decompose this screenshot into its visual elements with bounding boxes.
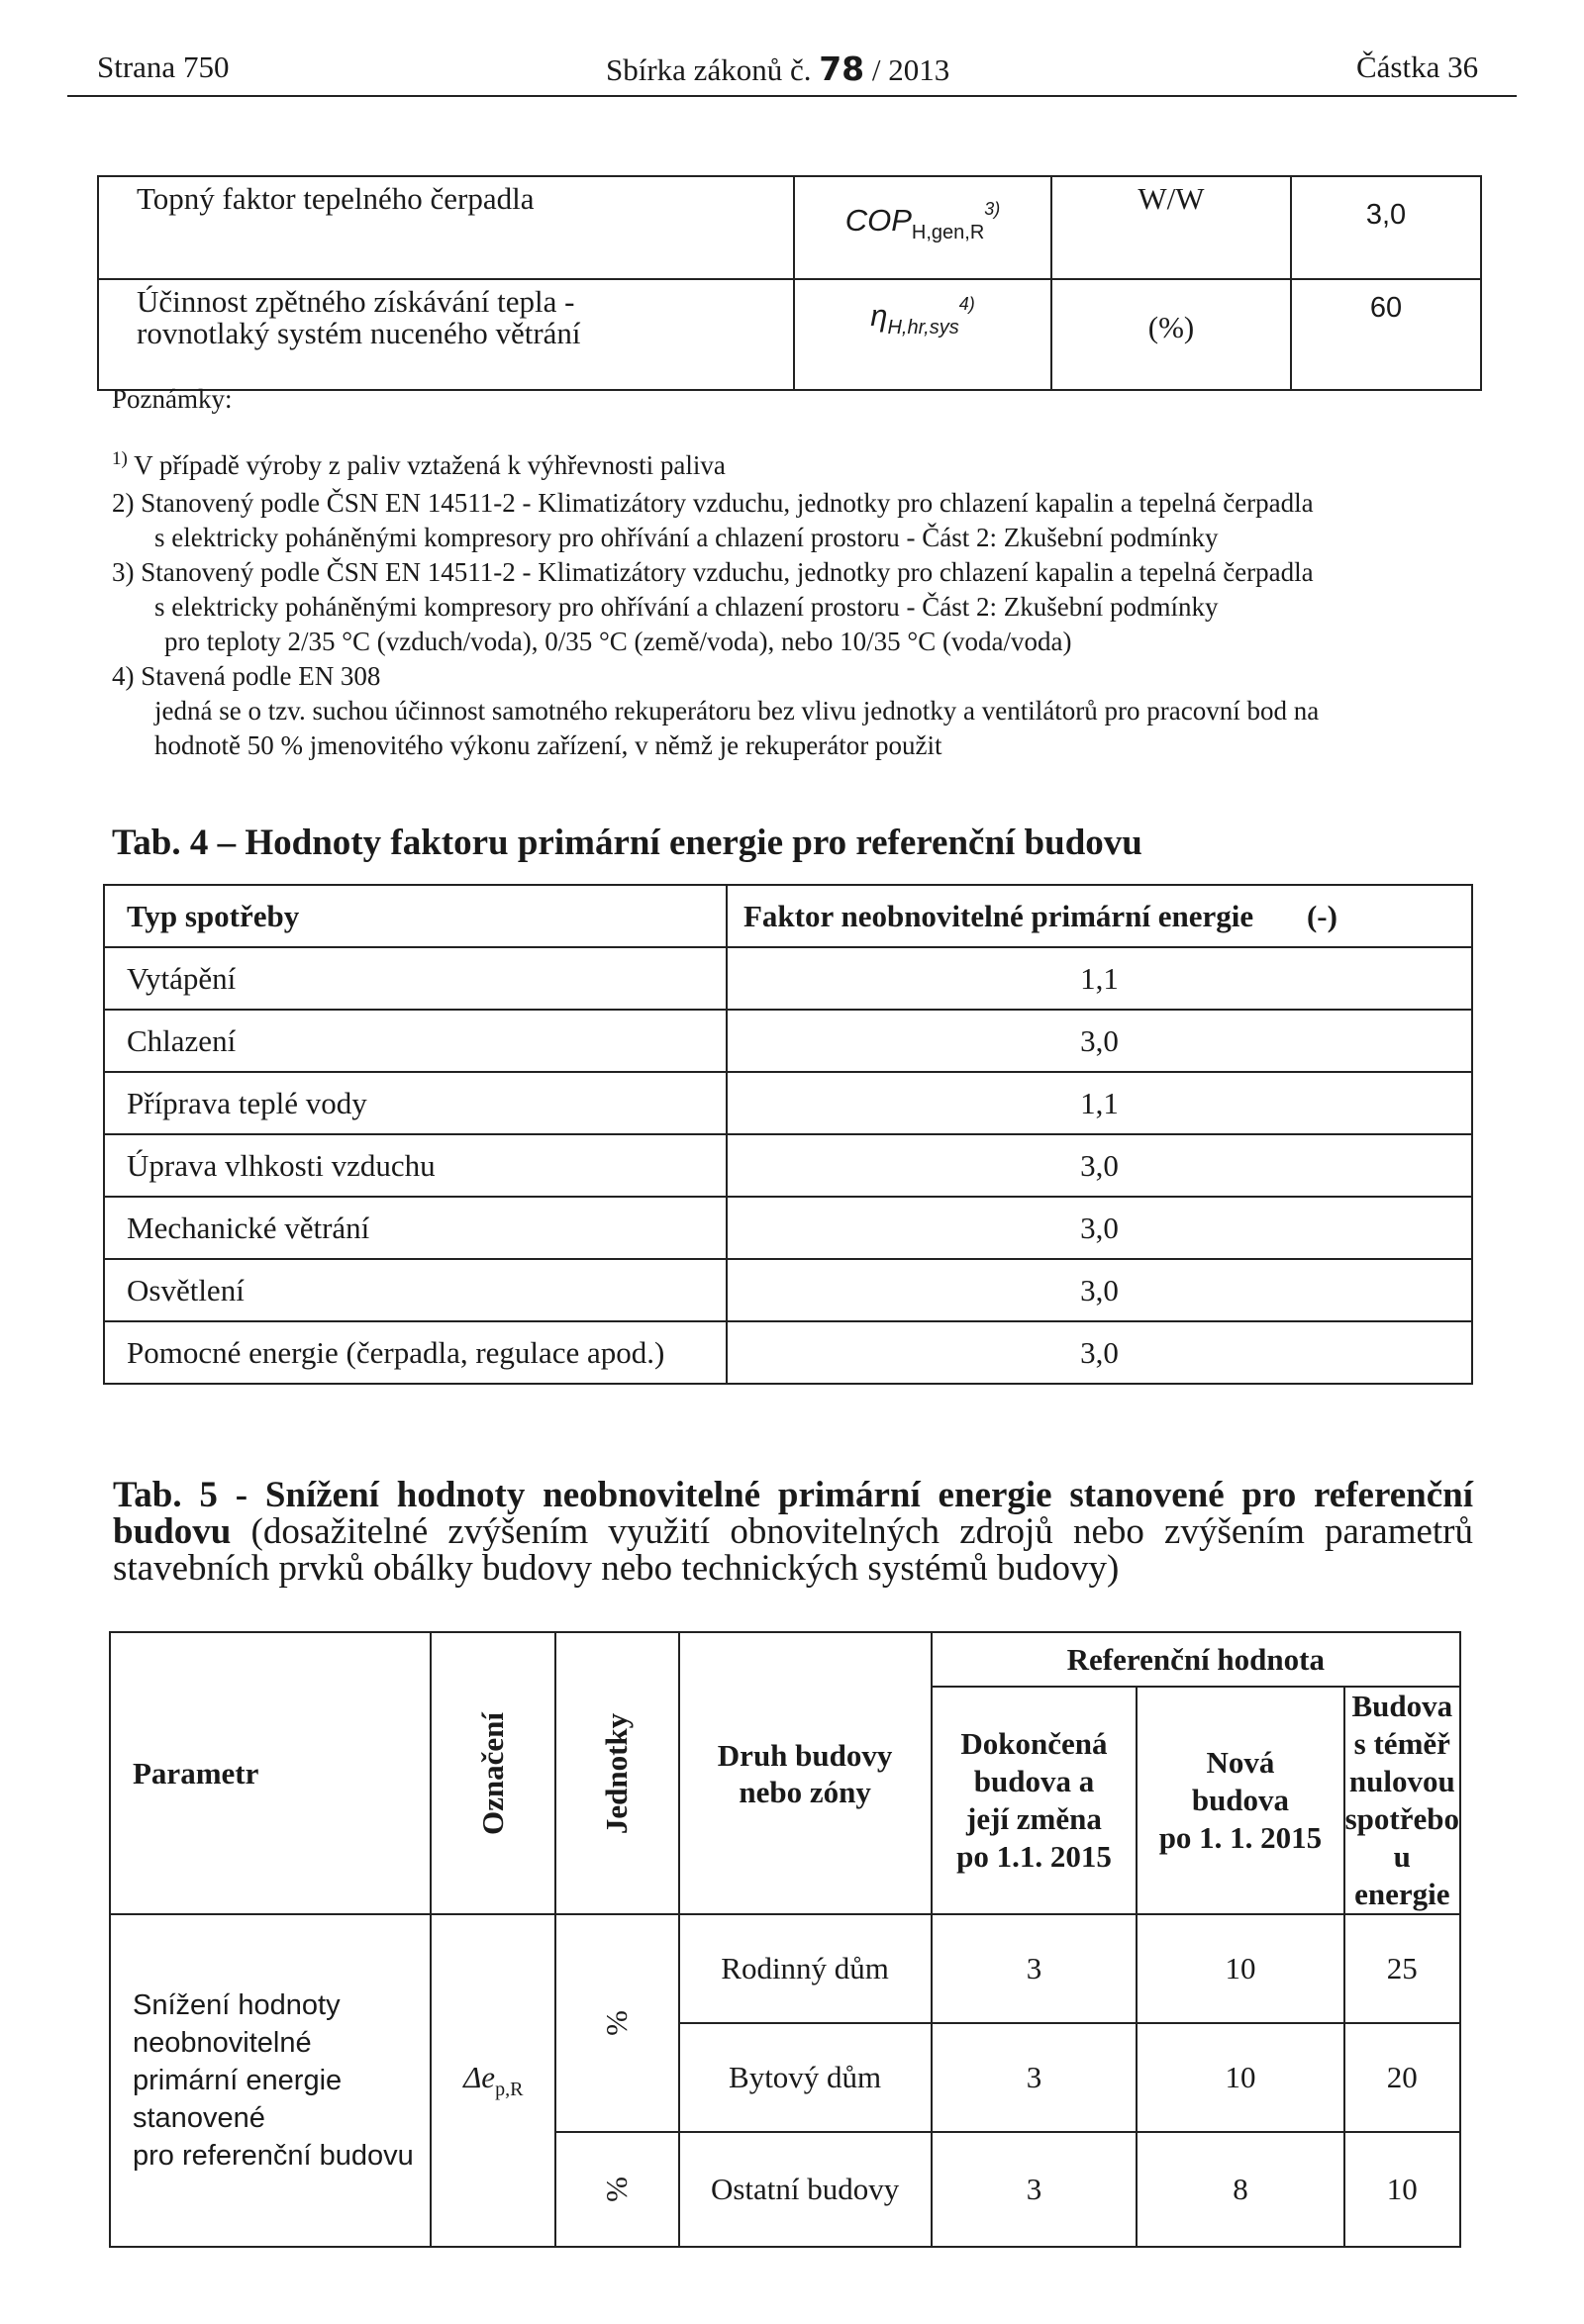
cell-type: Chlazení <box>104 1010 727 1072</box>
header-line: budova a <box>973 1764 1095 1798</box>
col-header-factor-unit: (-) <box>1306 898 1337 933</box>
cell-type: Osvětlení <box>104 1259 727 1321</box>
tab5-title-rest: (dosažitelné zvýšením využití obnovitelných zdrojů nebo zvýšením parametrů stavebních prvků obálky budovy nebo technických systémů budovy) <box>113 1511 1474 1589</box>
header-line: u energie <box>1354 1839 1450 1911</box>
cell-building-type: Rodinný dům <box>679 1914 932 2023</box>
label-line: rovnotlaký systém nuceného větrání <box>137 316 581 350</box>
col-header-factor-text: Faktor neobnovitelné primární energie <box>743 898 1254 933</box>
note-1 <box>112 441 726 483</box>
cell-dokoncena: 3 <box>932 2132 1138 2247</box>
cell-param <box>110 1914 431 2247</box>
table-row <box>104 1134 1472 1197</box>
row-unit: W/W <box>1051 176 1291 279</box>
cell-factor: 3,0 <box>727 1259 1472 1321</box>
cell-dokoncena: 3 <box>932 1914 1138 2023</box>
cell-nova: 10 <box>1137 2023 1343 2132</box>
cell-dokoncena: 3 <box>932 2023 1138 2132</box>
cell-factor: 3,0 <box>727 1010 1472 1072</box>
note-3-line: 3) Stanovený podle ČSN EN 14511-2 - Klimatizátory vzduchu, jednotky pro chlazení kapalin a tepelná čerpadla <box>112 557 1314 587</box>
param-line: pro referenční budovu <box>133 2140 414 2172</box>
row-label <box>98 279 794 390</box>
col-header-druh <box>679 1632 932 1914</box>
header-line: budova <box>1191 1783 1290 1817</box>
cell-unit <box>555 2132 678 2247</box>
gazette-title <box>606 49 949 88</box>
cell-building-type: Bytový dům <box>679 2023 932 2132</box>
col-header-jednotky-text: Jednotky <box>599 1712 635 1834</box>
note-1-mark: 1) <box>112 448 128 469</box>
page-number: Strana 750 <box>97 49 230 84</box>
note-4-line: 4) Stavená podle EN 308 <box>112 661 381 691</box>
header-line: Budova <box>1351 1689 1453 1723</box>
symbol-note: 4) <box>958 294 975 314</box>
table-row <box>104 1259 1472 1321</box>
param-line: stanovené <box>133 2102 265 2134</box>
row-value: 3,0 <box>1291 176 1481 279</box>
tab5-title-bold: Tab. 5 - Snížení hodnoty neobnovitelné primární energie stanovené pro referenční budovu <box>113 1475 1473 1552</box>
tab5-table <box>109 1631 1461 2248</box>
cell-nzeb: 20 <box>1344 2023 1460 2132</box>
gazette-number: 78 <box>819 49 865 88</box>
header-line: Druh budovy <box>717 1737 893 1773</box>
cell-type: Příprava teplé vody <box>104 1072 727 1134</box>
symbol-sub: H,hr,sys <box>887 317 959 339</box>
col-header-nova <box>1137 1687 1343 1914</box>
note-2-line: s elektricky poháněnými kompresory pro ohřívání a chlazení prostoru - Část 2: Zkušební podmínky <box>154 523 1219 552</box>
cell-type: Úprava vlhkosti vzduchu <box>104 1134 727 1197</box>
tab4-table <box>103 884 1473 1385</box>
gazette-prefix: Sbírka zákonů č. <box>606 52 812 87</box>
table-header-row <box>110 1632 1460 1687</box>
cell-symbol <box>431 1914 555 2247</box>
cell-factor: 3,0 <box>727 1197 1472 1259</box>
table-row <box>104 1321 1472 1384</box>
part-number: Částka 36 <box>1356 49 1479 84</box>
col-header-factor <box>727 885 1472 947</box>
header-line: Nová <box>1206 1745 1275 1780</box>
symbol-sub: H,gen,R <box>911 222 985 243</box>
col-header-nzeb <box>1344 1687 1460 1914</box>
note-3-line: pro teploty 2/35 °C (vzduch/voda), 0/35 °C (země/voda), nebo 10/35 °C (voda/voda) <box>164 627 1072 656</box>
header-line: spotřebo <box>1344 1801 1459 1836</box>
row-symbol <box>794 176 1051 279</box>
col-header-jednotky <box>555 1632 678 1914</box>
cell-unit <box>555 1914 678 2132</box>
heat-pump-table <box>97 175 1482 391</box>
row-unit: (%) <box>1051 279 1291 390</box>
row-symbol <box>794 279 1051 390</box>
cell-type: Pomocné energie (čerpadla, regulace apod.) <box>104 1321 727 1384</box>
cell-type: Mechanické větrání <box>104 1197 727 1259</box>
cell-factor: 1,1 <box>727 1072 1472 1134</box>
gazette-year: / 2013 <box>871 52 950 87</box>
cell-nova: 8 <box>1137 2132 1343 2247</box>
cell-factor: 3,0 <box>727 1321 1472 1384</box>
table-row <box>98 279 1481 390</box>
header-line: Dokončená <box>960 1726 1108 1761</box>
col-header-parametr: Parametr <box>110 1632 431 1914</box>
tab5-title <box>113 1477 1473 1587</box>
tab4-title: Tab. 4 – Hodnoty faktoru primární energie pro referenční budovu <box>112 823 1142 863</box>
header-line: nulovou <box>1348 1764 1455 1798</box>
table-header-row <box>104 885 1472 947</box>
unit-text: % <box>599 2177 635 2202</box>
cell-nova: 10 <box>1137 1914 1343 2023</box>
table-row <box>104 1197 1472 1259</box>
note-4-line: jedná se o tzv. suchou účinnost samotného rekuperátoru bez vlivu jednotky a ventilátorů pro pracovní bod na <box>154 696 1320 726</box>
col-header-oznaceni <box>431 1632 555 1914</box>
header-line: po 1.1. 2015 <box>956 1839 1112 1874</box>
row-label: Topný faktor tepelného čerpadla <box>98 176 794 279</box>
unit-text: % <box>599 2010 635 2036</box>
param-line: neobnovitelné <box>133 2027 312 2059</box>
note-2-line: 2) Stanovený podle ČSN EN 14511-2 - Klimatizátory vzduchu, jednotky pro chlazení kapalin a tepelná čerpadla <box>112 488 1314 518</box>
label-line: Účinnost zpětného získávání tepla - <box>137 284 575 319</box>
col-header-oznaceni-text: Označení <box>475 1711 511 1835</box>
notes-heading: Poznámky: <box>112 384 233 414</box>
row-value: 60 <box>1291 279 1481 390</box>
note-3-line: s elektricky poháněnými kompresory pro ohřívání a chlazení prostoru - Část 2: Zkušební podmínky <box>154 592 1219 622</box>
param-line: primární energie <box>133 2065 343 2096</box>
cell-factor: 1,1 <box>727 947 1472 1010</box>
header-line: po 1. 1. 2015 <box>1158 1820 1323 1855</box>
note-1-text: V případě výroby z paliv vztažená k výhřevnosti paliva <box>134 450 726 480</box>
cell-building-type: Ostatní budovy <box>679 2132 932 2247</box>
header-line: s téměř <box>1353 1726 1450 1761</box>
col-header-type: Typ spotřeby <box>104 885 727 947</box>
table-row <box>110 1914 1460 2023</box>
header-line: nebo zóny <box>739 1774 871 1809</box>
symbol-main: η <box>870 298 888 333</box>
table-row <box>104 1072 1472 1134</box>
symbol-note: 3) <box>984 199 1001 219</box>
col-header-reference: Referenční hodnota <box>932 1632 1460 1687</box>
symbol-main: Δe <box>463 2060 496 2094</box>
param-line: Snížení hodnoty <box>133 1989 341 2021</box>
symbol-sub: p,R <box>495 2079 524 2100</box>
table-row <box>104 1010 1472 1072</box>
table-row <box>98 176 1481 279</box>
cell-nzeb: 25 <box>1344 1914 1460 2023</box>
cell-factor: 3,0 <box>727 1134 1472 1197</box>
cell-nzeb: 10 <box>1344 2132 1460 2247</box>
header-rule <box>67 95 1517 97</box>
col-header-dokoncena <box>932 1687 1138 1914</box>
cell-type: Vytápění <box>104 947 727 1010</box>
table-row <box>104 947 1472 1010</box>
note-4-line: hodnotě 50 % jmenovitého výkonu zařízení, v němž je rekuperátor použit <box>154 730 942 760</box>
header-line: její změna <box>966 1801 1102 1836</box>
symbol-main: COP <box>844 203 912 238</box>
